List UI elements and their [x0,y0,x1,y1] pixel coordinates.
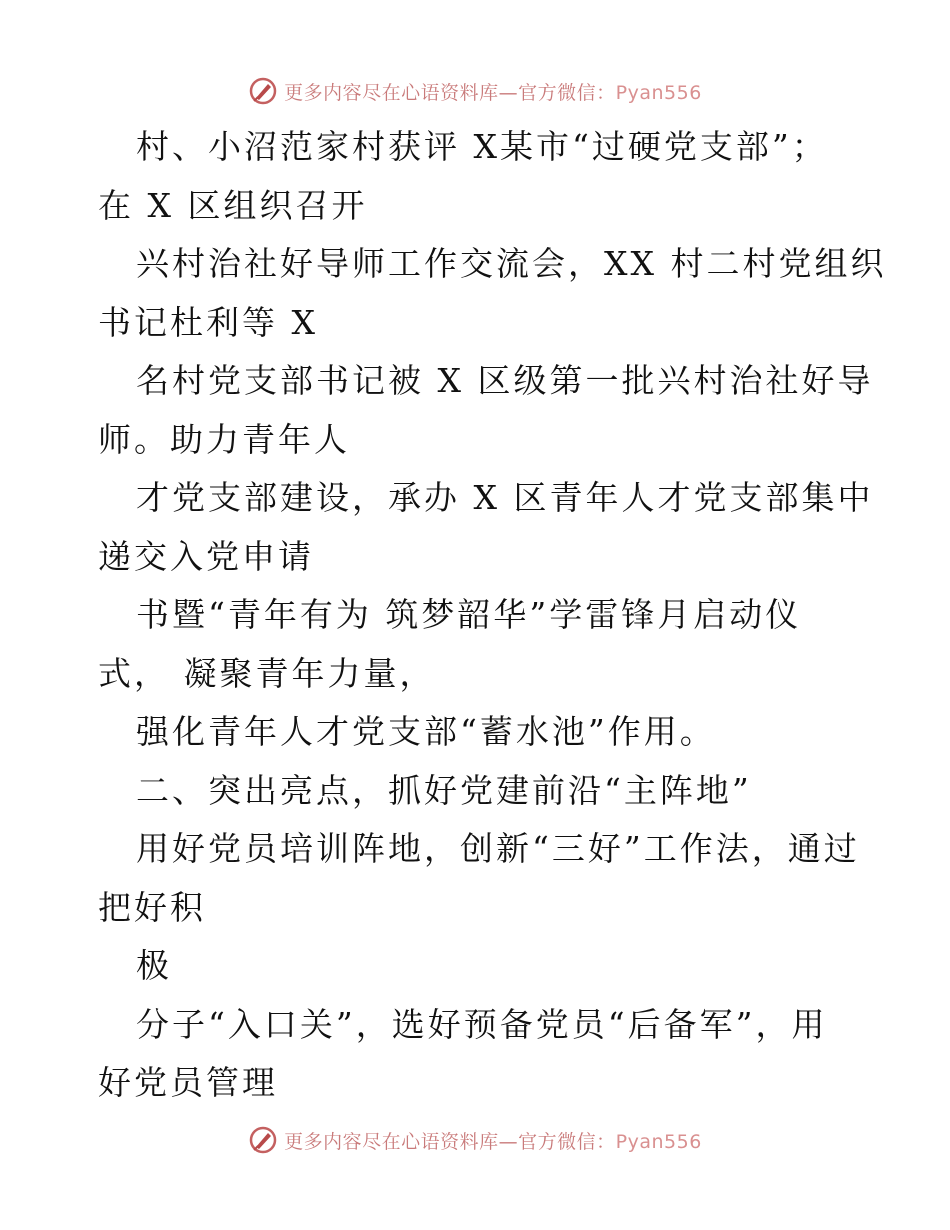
text-line: 名村党支部书记被 X 区级第一批兴村治社好导 [136,361,874,400]
text-line: 才党支部建设，承办 X 区青年人才党支部集中 [136,478,874,517]
text-line: 在 X 区组织召开 [98,185,368,225]
text-line: 好党员管理 [98,1063,278,1102]
text-line: 递交入党申请 [98,536,314,576]
text-line: 用好党员培训阵地，创新“三好”工作法，通过 [136,829,860,868]
text-line: 把好积 [98,887,206,927]
text-line: 兴村治社好导师工作交流会，XX 村二村党组织 [136,244,887,283]
text-line: 极 [136,946,172,985]
text-line: 强化青年人才党支部“蓄水池”作用。 [136,712,716,751]
document-body [98,118,887,1113]
text-line: 书暨“青年有为 筑梦韶华”学雷锋月启动仪 [136,595,802,634]
text-line: 分子“入口关”，选好预备党员“后备军”，用 [136,1004,828,1044]
watermark-text: 更多内容尽在心语资料库—官方微信：Pyan556 [284,1130,702,1153]
quill-seal-icon [248,1125,278,1155]
header-watermark [0,71,950,111]
watermark-text: 更多内容尽在心语资料库—官方微信：Pyan556 [284,81,702,104]
footer-watermark [0,1120,950,1160]
text-line: 师。助力青年人 [98,419,350,459]
text-line: 村、小沼范家村获评 X某市“过硬党支部”； [136,127,828,166]
text-line: 书记杜利等 X [98,302,318,342]
text-line: 二、突出亮点，抓好党建前沿“主阵地” [136,770,752,810]
quill-seal-icon [248,76,278,106]
text-line: 式， 凝聚青年力量， [98,653,436,693]
